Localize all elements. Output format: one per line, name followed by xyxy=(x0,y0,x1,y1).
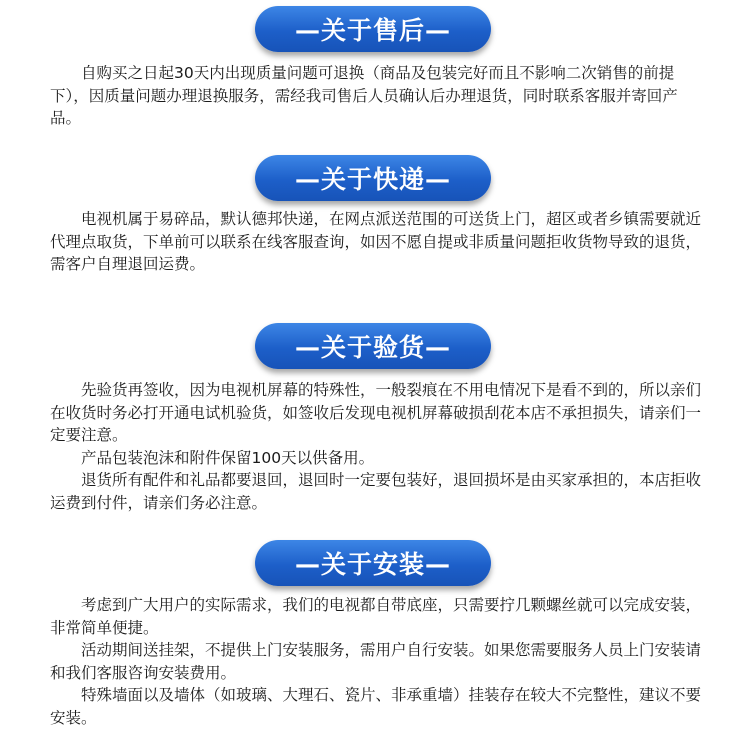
paragraph: 电视机属于易碎品，默认德邦快递，在网点派送范围的可送货上门，超区或者乡镇需要就近代理点取货，下单前可以联系在线客服查询，如因不愿自提或非质量问题拒收货物导致的退货，需客户自理退回运费。 xyxy=(50,210,702,273)
section-header-installation xyxy=(255,540,491,586)
paragraph: 退货所有配件和礼品都要退回，退回时一定要包装好，退回损坏是由买家承担的，本店拒收运费到付件，请亲们务必注意。 xyxy=(50,471,702,512)
section-title: —关于安装— xyxy=(294,550,451,579)
paragraph: 考虑到广大用户的实际需求，我们的电视都自带底座，只需要拧几颗螺丝就可以完成安装，非常简单便捷。 xyxy=(50,596,702,637)
section-title: —关于快递— xyxy=(294,165,451,194)
section-header-delivery xyxy=(255,155,491,201)
section-title: —关于售后— xyxy=(294,16,451,45)
section-title: —关于验货— xyxy=(294,333,451,362)
section-body-installation xyxy=(50,594,705,729)
paragraph: 活动期间送挂架，不提供上门安装服务，需用户自行安装。如果您需要服务人员上门安装请和我们客服咨询安装费用。 xyxy=(50,641,702,682)
section-header-inspection xyxy=(255,323,491,369)
section-body-after-sales xyxy=(50,62,705,130)
section-header-after-sales xyxy=(255,6,491,52)
section-body-inspection xyxy=(50,379,705,514)
paragraph: 产品包装泡沫和附件保留100天以供备用。 xyxy=(81,448,375,467)
paragraph: 特殊墙面以及墙体（如玻璃、大理石、瓷片、非承重墙）挂装存在较大不完整性，建议不要安装。 xyxy=(50,686,702,727)
paragraph: 先验货再签收，因为电视机屏幕的特殊性，一般裂痕在不用电情况下是看不到的，所以亲们在收货时务必打开通电试机验货，如签收后发现电视机屏幕破损刮花本店不承担损失，请亲们一定要注意。 xyxy=(50,381,702,444)
section-body-delivery xyxy=(50,208,705,276)
paragraph: 自购买之日起30天内出现质量问题可退换（商品及包装完好而且不影响二次销售的前提下），因质量问题办理退换服务，需经我司售后人员确认后办理退货，同时联系客服并寄回产品。 xyxy=(50,64,678,127)
